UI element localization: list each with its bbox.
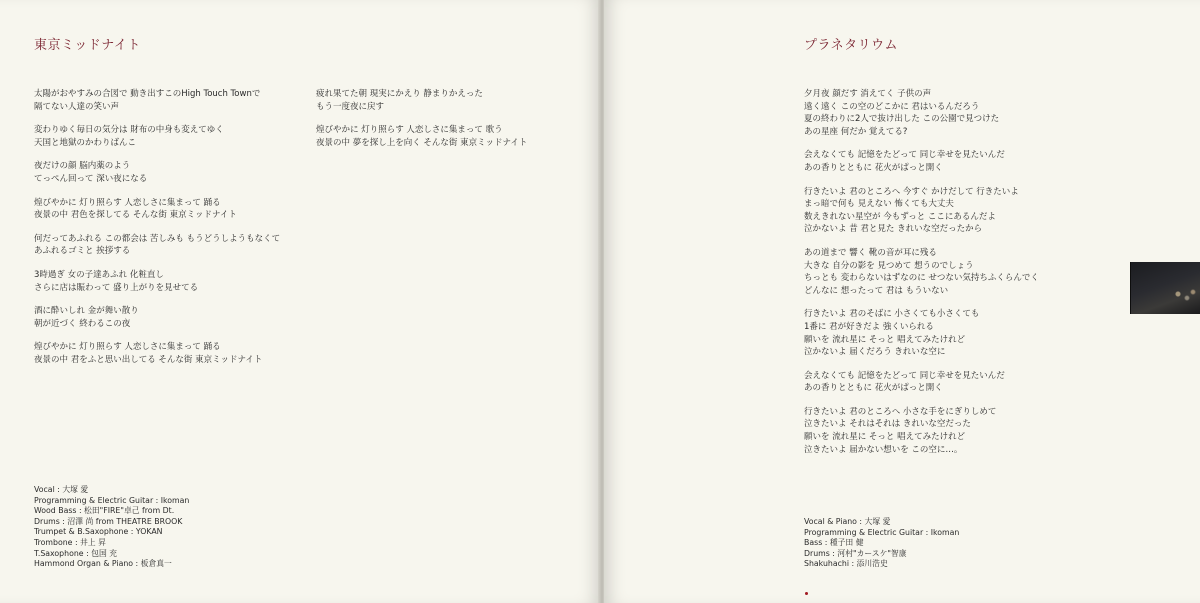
stanza	[34, 160, 280, 185]
credit-line: Trombone : 井上 昇	[34, 537, 106, 547]
lyric-line: 煌びやかに 灯り照らす 人恋しさに集まって 踊る	[34, 197, 221, 208]
lyric-line: 泣かないよ 届くだろう きれいな空に	[804, 347, 946, 358]
stanza	[804, 308, 1039, 358]
lyric-line: 会えなくても 記憶をたどって 同じ幸せを見たいんだ	[804, 150, 1005, 161]
lyrics-column-2	[316, 88, 527, 160]
song-title: プラネタリウム	[804, 38, 898, 53]
lyric-line: 1番に 君が好きだよ 強くいられる	[804, 321, 934, 332]
stanza	[34, 341, 280, 366]
lyric-line: さらに店は賑わって 盛り上がりを見せてる	[34, 282, 199, 293]
credit-line: Drums : 河村"カースケ"智康	[804, 548, 907, 558]
lyric-line: 煌びやかに 灯り照らす 人恋しさに集まって 踊る	[34, 342, 221, 353]
lyric-line: 夜景の中 夢を探し上を向く そんな街 東京ミッドナイト	[316, 137, 528, 148]
credit-line: Bass : 種子田 健	[804, 538, 864, 548]
lyric-line: 朝が近づく 終わるこの夜	[34, 318, 131, 329]
lyric-line: 願いを 流れ星に そっと 唱えてみたけれど	[804, 334, 966, 345]
lyric-line: 隔てない人達の笑い声	[34, 101, 120, 112]
credit-line: Programming & Electric Guitar : Ikoman	[804, 527, 960, 537]
stanza	[804, 247, 1039, 297]
lyric-line: 煌びやかに 灯り照らす 人恋しさに集まって 歌う	[316, 125, 503, 136]
lyric-line: 泣きたいよ 届かない想いを この空に…。	[804, 444, 963, 455]
stanza	[34, 305, 280, 330]
lyric-line: 願いを 流れ星に そっと 唱えてみたけれど	[804, 432, 966, 443]
lyrics-column-1	[34, 88, 280, 378]
lyrics-column	[804, 88, 1039, 467]
lyric-line: もう一度夜に戻す	[316, 101, 385, 112]
stanza	[804, 149, 1039, 174]
lyric-line: 遠く遠く この空のどこかに 君はいるんだろう	[804, 101, 980, 112]
lyric-line: 数えきれない星空が 今もずっと ここにあるんだよ	[804, 211, 996, 222]
stanza	[804, 88, 1039, 138]
lyric-line: 泣きたいよ それはそれは きれいな空だった	[804, 419, 971, 430]
lyric-line: 行きたいよ 君のところへ 今すぐ かけだして 行きたいよ	[804, 186, 1019, 197]
lyric-line: 会えなくても 記憶をたどって 同じ幸せを見たいんだ	[804, 370, 1005, 381]
lyric-line: 大きな 自分の影を 見つめて 想うのでしょう	[804, 260, 974, 271]
lyric-line: ちっとも 変わらないはずなのに せつない気持ちふくらんでく	[804, 273, 1039, 284]
song-title: 東京ミッドナイト	[34, 38, 141, 53]
lyric-line: 疲れ果てた朝 現実にかえり 静まりかえった	[316, 89, 483, 99]
lyric-line: 変わりゆく毎日の気分は 財布の中身も変えてゆく	[34, 125, 224, 136]
lyric-line: 3時過ぎ 女の子達あふれ 化粧直し	[34, 269, 164, 280]
lyric-line: 太陽がおやすみの合図で 動き出すこのHigh Touch Townで	[34, 89, 261, 99]
stanza	[316, 88, 527, 113]
credits	[34, 485, 189, 570]
credit-line: Wood Bass : 松田"FIRE"卓己 from Dt.	[34, 506, 175, 516]
right-page	[604, 0, 1200, 603]
lyric-line: てっぺん回って 深い夜になる	[34, 173, 148, 184]
lyric-line: 行きたいよ 君のそばに 小さくても小さくても	[804, 309, 980, 320]
credit-line: Drums : 沼澤 尚 from THEATRE BROOK	[34, 516, 183, 526]
credit-line: T.Saxophone : 包国 充	[34, 548, 118, 558]
stanza	[34, 233, 280, 258]
stanza	[316, 124, 527, 149]
stanza	[34, 197, 280, 222]
stanza	[34, 124, 280, 149]
lyric-line: 夏の終わりに2人で抜け出した この公園で見つけた	[804, 114, 1000, 125]
lyric-line: あふれるゴミと 挨拶する	[34, 246, 131, 257]
lyric-line: 何だってあふれる この都会は 苦しみも もうどうしようもなくて	[34, 233, 281, 244]
lyric-line: 泣かないよ 昔 君と見た きれいな空だったから	[804, 224, 983, 235]
stanza	[804, 406, 1039, 456]
lyric-line: まっ暗で何も 見えない 怖くても大丈夫	[804, 199, 954, 210]
lyric-line: あの星座 何だか 覚えてる?	[804, 126, 908, 137]
credit-line: Vocal & Piano : 大塚 愛	[804, 517, 891, 526]
stanza	[34, 269, 280, 294]
lyric-line: 夕月夜 顔だす 消えてく 子供の声	[804, 89, 932, 99]
lyric-line: あの香りとともに 花火がぱっと開く	[804, 383, 943, 394]
lyric-line: あの香りとともに 花火がぱっと開く	[804, 162, 943, 173]
stanza	[34, 88, 280, 113]
lyric-line: 酒に酔いしれ 金が舞い散り	[34, 306, 139, 317]
lyric-line: 夜景の中 君色を探してる そんな街 東京ミッドナイト	[34, 210, 237, 221]
lyric-line: 天国と地獄のかわりばんこ	[34, 137, 137, 148]
city-lights	[1169, 284, 1199, 304]
stanza	[804, 370, 1039, 395]
credits	[804, 517, 959, 570]
credit-line: Shakuhachi : 添川浩史	[804, 559, 888, 569]
red-dot-mark	[805, 592, 808, 595]
night-city-photo	[1130, 262, 1200, 314]
lyric-line: 行きたいよ 君のところへ 小さな手をにぎりしめて	[804, 406, 997, 417]
stanza	[804, 186, 1039, 236]
lyric-line: 夜景の中 君をふと思い出してる そんな街 東京ミッドナイト	[34, 354, 263, 365]
credit-line: Programming & Electric Guitar : Ikoman	[34, 495, 190, 505]
credit-line: Trumpet & B.Saxophone : YOKAN	[34, 527, 163, 537]
credit-line: Vocal : 大塚 愛	[34, 485, 89, 494]
lyric-line: 夜だけの顔 脳内薬のよう	[34, 161, 131, 172]
credit-line: Hammond Organ & Piano : 板倉真一	[34, 559, 172, 569]
lyric-line: どんなに 想ったって 君は もういない	[804, 285, 949, 296]
lyric-line: あの道まで 響く 靴の音が耳に残る	[804, 247, 937, 258]
